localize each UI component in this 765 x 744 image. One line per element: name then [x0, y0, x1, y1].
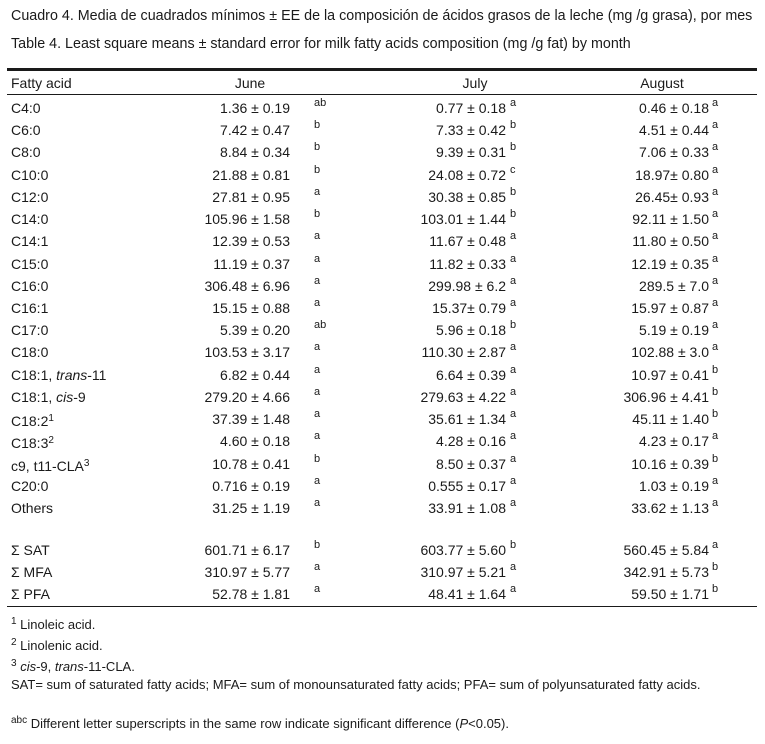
august-significance-letter: a [712, 230, 719, 243]
july-value: 5.96 ± 0.18 [436, 322, 506, 339]
fatty-acid-label [11, 365, 106, 385]
fatty-acid-label [11, 498, 53, 518]
june-value: 52.78 ± 1.81 [212, 586, 290, 602]
fatty-acid-label [11, 454, 89, 476]
table-row [0, 276, 765, 296]
fatty-acid-footnote-mark: 1 [48, 413, 54, 425]
july-significance-letter: a [510, 561, 517, 573]
fatty-acid-label [11, 562, 52, 582]
fatty-acid-label [11, 120, 41, 140]
july-significance-letter: b [510, 539, 517, 551]
june-value: 31.25 ± 1.19 [212, 499, 290, 516]
august-value: 7.06 ± 0.33 [639, 144, 709, 161]
table-row [0, 320, 765, 340]
fatty-acid-label [11, 320, 48, 340]
footnote-italic: cis [20, 659, 37, 674]
header-july: July [462, 75, 488, 91]
july-significance-letter: a [510, 408, 517, 421]
fatty-acid-name: C18:3 [11, 435, 49, 452]
june-significance-letter: b [314, 141, 321, 154]
june-significance-letter: b [314, 452, 321, 465]
june-value: 103.53 ± 3.17 [204, 344, 290, 361]
august-significance-letter: b [712, 408, 719, 421]
june-value: 5.39 ± 0.20 [220, 322, 290, 339]
caption-spanish: Cuadro 4. Media de cuadrados mínimos ± EE de la composición de ácidos grasos de la leche (mg /g grasa), por mes [11, 8, 753, 24]
august-value: 5.19 ± 0.19 [639, 322, 709, 339]
july-value: 7.33 ± 0.42 [436, 122, 506, 139]
june-value: 11.19 ± 0.37 [213, 255, 290, 272]
fatty-acid-name: C14:1 [11, 233, 49, 250]
july-value: 603.77 ± 5.60 [420, 542, 506, 558]
fatty-acid-label [11, 231, 48, 251]
august-significance-letter: a [712, 163, 719, 176]
fatty-acid-label [11, 540, 50, 560]
fatty-acid-isomer: trans [56, 366, 88, 383]
august-value: 33.62 ± 1.13 [631, 499, 709, 516]
table-row [0, 231, 765, 251]
june-value: 21.88 ± 0.81 [212, 166, 290, 183]
fatty-acid-label [11, 298, 48, 318]
fatty-acid-name: C4:0 [11, 100, 41, 116]
july-significance-letter: b [510, 141, 517, 154]
july-significance-letter: b [510, 119, 517, 132]
fatty-acid-label [11, 254, 48, 274]
table-row [0, 187, 765, 207]
fatty-acid-label [11, 584, 50, 604]
fatty-acid-name: C16:1 [11, 299, 49, 316]
july-value: 310.97 ± 5.21 [420, 564, 506, 580]
fatty-acid-name: C16:0 [11, 277, 49, 294]
table-row [0, 165, 765, 185]
june-value: 1.36 ± 0.19 [220, 100, 290, 116]
august-significance-letter: a [712, 430, 719, 443]
june-value: 105.96 ± 1.58 [204, 211, 290, 228]
june-significance-letter: a [314, 274, 321, 287]
fatty-acid-label [11, 409, 54, 431]
fatty-acid-name: Others [11, 499, 54, 516]
august-significance-letter: a [712, 539, 719, 551]
june-significance-letter: a [314, 296, 321, 309]
august-significance-letter: a [712, 296, 719, 309]
fatty-acid-name: C12:0 [11, 188, 49, 205]
july-value: 8.50 ± 0.37 [436, 455, 506, 472]
august-value: 4.51 ± 0.44 [639, 122, 709, 139]
footnote-italic: trans [54, 659, 84, 674]
june-value: 37.39 ± 1.48 [212, 411, 290, 428]
fatty-acid-isomer: cis [56, 388, 74, 405]
june-significance-letter: a [314, 583, 321, 595]
july-value: 103.01 ± 1.44 [420, 211, 506, 228]
august-significance-letter: a [712, 252, 719, 265]
august-value: 10.97 ± 0.41 [631, 366, 709, 383]
june-value: 15.15 ± 0.88 [212, 299, 290, 316]
table-row [0, 365, 765, 385]
table-row [0, 209, 765, 229]
june-significance-letter: a [314, 363, 321, 376]
fatty-acid-label [11, 342, 48, 362]
june-value: 310.97 ± 5.77 [204, 564, 290, 580]
fatty-acid-name: C18:1, [11, 366, 57, 383]
july-significance-letter: a [510, 583, 517, 595]
august-significance-letter: a [712, 319, 719, 332]
table-row [0, 454, 765, 474]
table-row [0, 584, 765, 604]
june-significance-letter: a [314, 252, 321, 265]
table-header-rule [7, 94, 757, 95]
august-value: 0.46 ± 0.18 [639, 100, 709, 116]
fatty-acid-label [11, 98, 41, 118]
fatty-acid-name: C17:0 [11, 322, 49, 339]
august-value: 26.45± 0.93 [635, 188, 709, 205]
august-significance-letter: b [712, 583, 719, 595]
june-significance-letter: a [314, 230, 321, 243]
fatty-acid-footnote-mark: 2 [48, 435, 54, 447]
june-value: 7.42 ± 0.47 [220, 122, 290, 139]
july-significance-letter: a [510, 97, 517, 109]
july-significance-letter: a [510, 296, 517, 309]
august-significance-letter: a [712, 274, 719, 287]
july-significance-letter: a [510, 230, 517, 243]
july-significance-letter: b [510, 319, 517, 332]
june-value: 10.78 ± 0.41 [212, 455, 290, 472]
table-row [0, 387, 765, 407]
july-value: 0.555 ± 0.17 [428, 477, 506, 494]
footnote-mark: abc [11, 715, 28, 726]
fatty-acid-name: C15:0 [11, 255, 49, 272]
june-value: 6.82 ± 0.44 [220, 366, 290, 383]
august-significance-letter: b [712, 385, 719, 398]
june-value: 0.716 ± 0.19 [212, 477, 290, 494]
june-significance-letter: a [314, 385, 321, 398]
august-value: 289.5 ± 7.0 [639, 277, 709, 294]
table-row [0, 562, 765, 582]
footnote-text: -11-CLA. [83, 659, 135, 674]
table-row [0, 254, 765, 274]
july-significance-letter: b [510, 185, 517, 198]
table-row [0, 342, 765, 362]
footnote-text: Linoleic acid. [16, 617, 96, 632]
july-significance-letter: b [510, 208, 517, 221]
header-june: June [234, 75, 266, 91]
july-value: 4.28 ± 0.16 [436, 433, 506, 450]
august-value: 59.50 ± 1.71 [631, 586, 709, 602]
august-value: 10.16 ± 0.39 [631, 455, 709, 472]
august-value: 18.97± 0.80 [635, 166, 709, 183]
june-significance-letter: ab [314, 97, 327, 109]
footnote-mark: 3 [11, 658, 17, 669]
june-significance-letter: a [314, 430, 321, 443]
july-value: 11.67 ± 0.48 [429, 233, 506, 250]
june-value: 12.39 ± 0.53 [212, 233, 290, 250]
july-value: 0.77 ± 0.18 [436, 100, 506, 116]
table-row [0, 498, 765, 518]
caption-english: Table 4. Least square means ± standard error for milk fatty acids composition (mg /g fat) by month [11, 36, 631, 52]
august-value: 560.45 ± 5.84 [623, 542, 709, 558]
fatty-acid-position: -11 [87, 366, 107, 383]
fatty-acid-label [11, 165, 48, 185]
table-row [0, 409, 765, 429]
june-value: 279.20 ± 4.66 [204, 388, 290, 405]
table-row [0, 142, 765, 162]
fatty-acid-name: C8:0 [11, 144, 41, 161]
august-value: 4.23 ± 0.17 [639, 433, 709, 450]
fatty-acid-name: Σ MFA [11, 564, 53, 580]
fatty-acid-label [11, 387, 86, 407]
footnote-text: Linolenic acid. [16, 638, 103, 653]
july-significance-letter: a [510, 274, 517, 287]
table-row [0, 540, 765, 560]
july-value: 24.08 ± 0.72 [428, 166, 506, 183]
june-significance-letter: a [314, 474, 321, 487]
july-value: 299.98 ± 6.2 [428, 277, 506, 294]
july-value: 6.64 ± 0.39 [436, 366, 506, 383]
june-significance-letter: b [314, 539, 321, 551]
july-significance-letter: a [510, 430, 517, 443]
table-row [0, 476, 765, 496]
august-value: 102.88 ± 3.0 [631, 344, 709, 361]
august-significance-letter: a [712, 341, 719, 354]
august-value: 306.96 ± 4.41 [623, 388, 709, 405]
fatty-acid-name: C18:0 [11, 344, 49, 361]
june-significance-letter: ab [314, 319, 327, 332]
header-august: August [640, 75, 684, 91]
july-significance-letter: a [510, 385, 517, 398]
july-significance-letter: a [510, 363, 517, 376]
fatty-acid-name: C6:0 [11, 122, 41, 139]
june-significance-letter: a [314, 185, 321, 198]
july-value: 15.37± 0.79 [432, 299, 506, 316]
june-value: 4.60 ± 0.18 [220, 433, 290, 450]
fatty-acid-footnote-mark: 3 [83, 457, 90, 469]
august-value: 15.97 ± 0.87 [631, 299, 709, 316]
july-value: 35.61 ± 1.34 [428, 411, 506, 428]
fatty-acid-name: C18:1, [11, 388, 57, 405]
july-significance-letter: a [510, 474, 517, 487]
footnote-text: Different letter superscripts in the same row indicate significant difference ( [27, 716, 460, 731]
fatty-acid-name: C10:0 [11, 166, 49, 183]
fatty-acid-name: c9, t11-CLA [11, 457, 84, 474]
july-significance-letter: c [510, 163, 516, 176]
july-value: 279.63 ± 4.22 [420, 388, 506, 405]
fatty-acid-label [11, 209, 48, 229]
fatty-acid-label [11, 142, 41, 162]
august-significance-letter: b [712, 452, 719, 465]
august-significance-letter: b [712, 561, 719, 573]
june-significance-letter: b [314, 119, 321, 132]
fatty-acid-position: -9 [73, 388, 86, 405]
july-value: 11.82 ± 0.33 [429, 255, 506, 272]
august-value: 12.19 ± 0.35 [631, 255, 709, 272]
august-value: 342.91 ± 5.73 [623, 564, 709, 580]
july-significance-letter: a [510, 452, 517, 465]
table-row [0, 120, 765, 140]
fatty-acid-label [11, 431, 54, 453]
july-significance-letter: a [510, 341, 517, 354]
august-value: 92.11 ± 1.50 [632, 211, 709, 228]
august-significance-letter: b [712, 363, 719, 376]
table-bottom-rule [7, 606, 757, 607]
fatty-acid-name: Σ SAT [11, 542, 50, 558]
july-value: 33.91 ± 1.08 [428, 499, 506, 516]
table-header-row [0, 73, 765, 93]
june-value: 8.84 ± 0.34 [220, 144, 290, 161]
august-significance-letter: a [712, 496, 719, 509]
fatty-acid-name: Σ PFA [11, 586, 50, 602]
footnote-mark: 2 [11, 637, 17, 648]
august-value: 1.03 ± 0.19 [639, 477, 709, 494]
july-significance-letter: a [510, 496, 517, 509]
table-row [0, 431, 765, 451]
july-value: 30.38 ± 0.85 [428, 188, 506, 205]
footnote [11, 677, 756, 693]
fatty-acid-label [11, 476, 48, 496]
footnote [11, 713, 756, 732]
june-significance-letter: b [314, 163, 321, 176]
footnote [11, 635, 756, 654]
footnote-text: SAT= sum of saturated fatty acids; MFA= sum of monounsaturated fatty acids; PFA= sum of polyunsaturated fatty acids. [11, 677, 701, 692]
table-row [0, 298, 765, 318]
june-significance-letter: a [314, 561, 321, 573]
august-significance-letter: a [712, 119, 719, 132]
june-significance-letter: a [314, 408, 321, 421]
july-significance-letter: a [510, 252, 517, 265]
july-value: 9.39 ± 0.31 [436, 144, 506, 161]
july-value: 48.41 ± 1.64 [428, 586, 506, 602]
footnote-text: -9, [36, 659, 55, 674]
august-significance-letter: a [712, 474, 719, 487]
june-value: 601.71 ± 6.17 [204, 542, 290, 558]
table-top-rule [7, 68, 757, 71]
fatty-acid-name: C14:0 [11, 211, 49, 228]
june-significance-letter: a [314, 341, 321, 354]
header-fatty-acid: Fatty acid [11, 75, 72, 91]
footnote [11, 614, 756, 633]
august-value: 11.80 ± 0.50 [632, 233, 709, 250]
footnote-italic: P [459, 716, 469, 731]
footnote [11, 656, 756, 675]
august-significance-letter: a [712, 208, 719, 221]
july-value: 110.30 ± 2.87 [421, 344, 506, 361]
august-value: 45.11 ± 1.40 [632, 411, 709, 428]
fatty-acid-label [11, 276, 48, 296]
table-row [0, 98, 765, 118]
fatty-acid-name: C20:0 [11, 477, 49, 494]
footnote-mark: 1 [11, 616, 17, 627]
fatty-acid-name: C18:2 [11, 413, 49, 430]
june-value: 306.48 ± 6.96 [204, 277, 290, 294]
august-significance-letter: a [712, 141, 719, 154]
august-significance-letter: a [712, 97, 719, 109]
footnote-text: <0.05). [468, 716, 509, 731]
june-value: 27.81 ± 0.95 [212, 188, 290, 205]
august-significance-letter: a [712, 185, 719, 198]
june-significance-letter: a [314, 496, 321, 509]
fatty-acid-label [11, 187, 48, 207]
june-significance-letter: b [314, 208, 321, 221]
